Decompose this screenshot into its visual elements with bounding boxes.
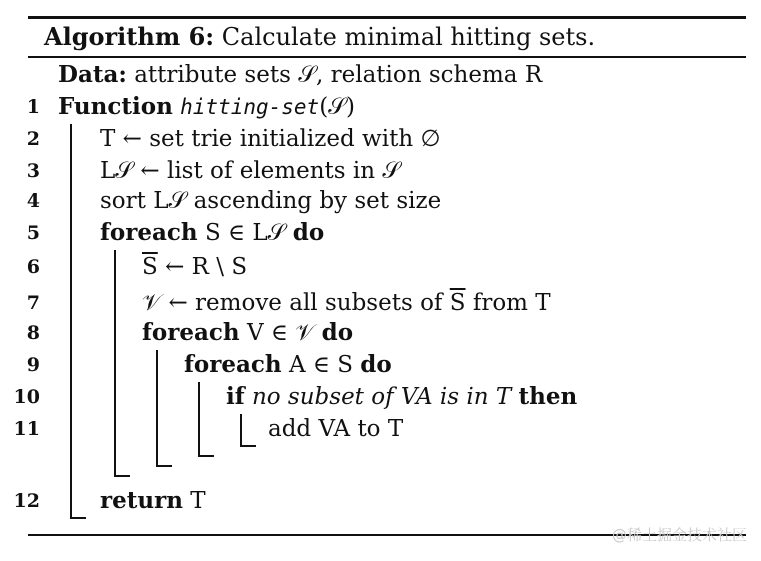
keyword: if — [226, 383, 245, 410]
statement: 𝒱 ← remove all subsets of — [142, 290, 450, 316]
line-number: 9 — [26, 354, 40, 376]
keyword: return — [100, 487, 183, 514]
keyword: do — [292, 219, 325, 246]
function-name: hitting-set — [180, 95, 320, 119]
line-number: 5 — [26, 222, 40, 244]
caption-title: Calculate minimal hitting sets. — [221, 23, 596, 51]
statement: T ← set trie initialized with ∅ — [100, 126, 441, 152]
block-bar-foreach-v — [156, 350, 158, 466]
line-number: 2 — [26, 128, 40, 150]
function-args: (𝒮) — [319, 94, 355, 120]
complement-symbol: $\overline{S}$ — [142, 254, 158, 280]
block-bar-foreach-a — [198, 382, 200, 456]
line-2 — [100, 124, 440, 154]
line-6 — [142, 252, 247, 282]
keyword: foreach — [100, 219, 198, 246]
keyword: do — [360, 351, 392, 378]
statement: add VA to T — [268, 416, 404, 442]
keyword: do — [321, 319, 354, 346]
line-9 — [184, 350, 392, 380]
block-bar-function — [70, 124, 72, 518]
data-line — [58, 60, 542, 90]
watermark-text: @稀土掘金技术社区 — [611, 526, 747, 544]
complement-symbol: $\overline{S}$ — [449, 290, 466, 316]
keyword: foreach — [184, 351, 282, 378]
line-5 — [100, 218, 324, 248]
condition: no subset of VA is in T — [251, 384, 512, 410]
caption-label: Algorithm 6: — [44, 22, 215, 51]
loop-expr: A ∈ S — [288, 352, 353, 378]
line-7 — [142, 288, 551, 318]
loop-expr: V ∈ 𝒱 — [246, 320, 315, 346]
line-number: 7 — [26, 292, 40, 314]
data-text: attribute sets 𝒮, relation schema R — [134, 62, 543, 88]
block-bar-foreach-s — [114, 250, 116, 476]
algorithm-caption — [44, 22, 595, 51]
statement-tail: from T — [465, 290, 551, 316]
block-end-if — [240, 445, 256, 447]
data-label: Data: — [58, 61, 127, 88]
caption-rule — [28, 56, 746, 58]
line-12 — [100, 486, 206, 516]
line-number: 4 — [26, 190, 40, 212]
line-number: 11 — [13, 418, 40, 440]
line-10 — [226, 382, 577, 412]
return-value: T — [190, 488, 206, 514]
line-1 — [58, 92, 355, 122]
block-end-function — [70, 517, 86, 519]
statement: L𝒮 ← list of elements in 𝒮 — [100, 158, 401, 184]
keyword: foreach — [142, 319, 240, 346]
line-number: 10 — [13, 386, 40, 408]
line-3 — [100, 156, 400, 186]
keyword: Function — [58, 93, 173, 120]
block-end-foreach-a — [198, 455, 214, 457]
line-number: 12 — [13, 490, 40, 512]
loop-expr: S ∈ L𝒮 — [204, 220, 286, 246]
block-end-foreach-s — [114, 475, 130, 477]
line-11 — [268, 414, 403, 444]
statement: ← R \ S — [157, 254, 248, 280]
line-number: 8 — [26, 322, 40, 344]
block-bar-if — [240, 414, 242, 446]
line-4 — [100, 186, 441, 216]
statement: sort L𝒮 ascending by set size — [100, 188, 442, 214]
keyword: then — [518, 383, 578, 410]
line-8 — [142, 318, 353, 348]
top-rule — [28, 16, 746, 19]
line-number: 6 — [26, 256, 40, 278]
block-end-foreach-v — [156, 465, 172, 467]
line-number: 1 — [26, 96, 40, 118]
line-number: 3 — [26, 160, 40, 182]
